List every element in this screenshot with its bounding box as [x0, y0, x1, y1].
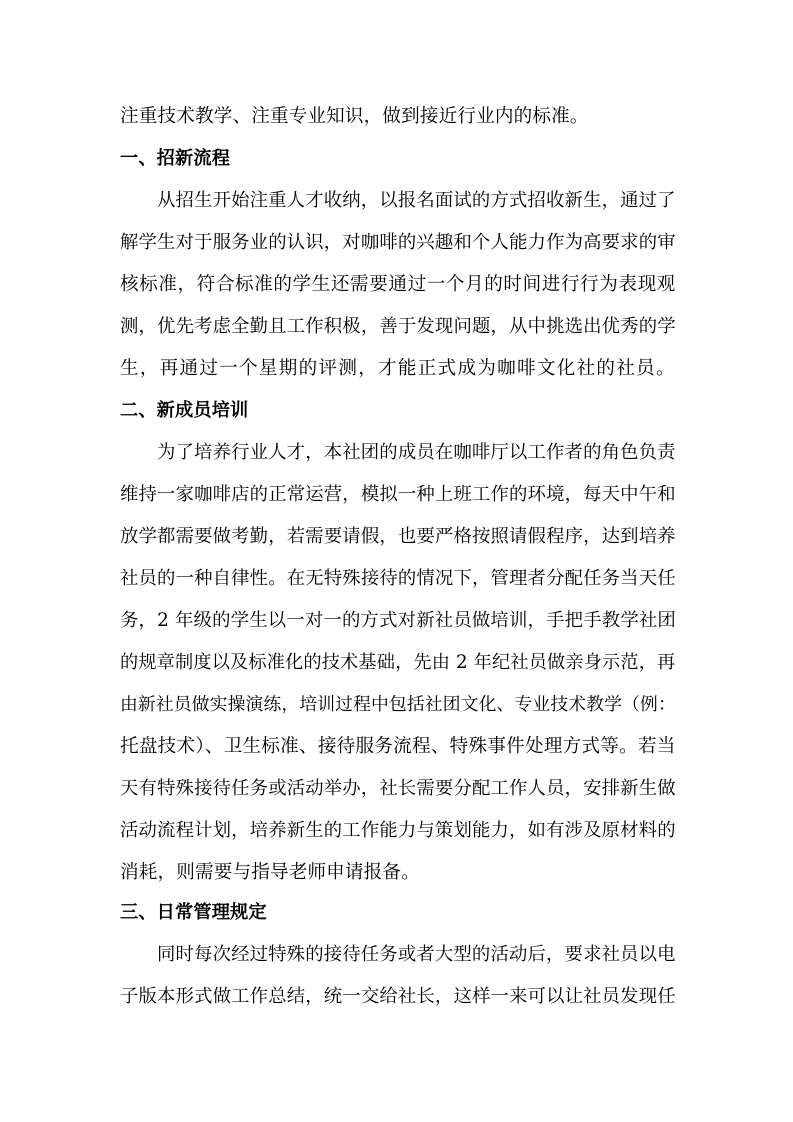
paragraph-line: 测，优先考虑全勤且工作积极，善于发现问题，从中挑选出优秀的学: [120, 316, 676, 337]
paragraph-line: 维持一家咖啡店的正常运营，模拟一种上班工作的环境，每天中午和: [120, 484, 676, 505]
paragraph-line: 务，2 年级的学生以一对一的方式对新社员做培训，手把手教学社团: [120, 610, 676, 631]
paragraph-line: 解学生对于服务业的认识，对咖啡的兴趣和个人能力作为高要求的审: [120, 232, 676, 253]
paragraph-line: 从招生开始注重人才收纳，以报名面试的方式招收新生，通过了: [157, 190, 676, 211]
section-heading-recruitment: 一、招新流程: [120, 148, 231, 169]
section-heading-daily-management: 三、日常管理规定: [120, 902, 267, 923]
paragraph-line: 放学都需要做考勤，若需要请假，也要严格按照请假程序，达到培养: [120, 526, 676, 547]
paragraph-line: 的规章制度以及标准化的技术基础，先由 2 年纪社员做亲身示范，再: [120, 652, 676, 673]
paragraph-line: 消耗，则需要与指导老师申请报备。: [120, 862, 420, 883]
paragraph-line: 天有特殊接待任务或活动举办，社长需要分配工作人员，安排新生做: [120, 778, 676, 799]
paragraph-line: 同时每次经过特殊的接待任务或者大型的活动后，要求社员以电: [157, 944, 676, 965]
section-heading-training: 二、新成员培训: [120, 400, 249, 421]
paragraph-line: 由新社员做实操演练，培训过程中包括社团文化、专业技术教学（例：: [120, 694, 676, 715]
paragraph-line: 生，再通过一个星期的评测，才能正式成为咖啡文化社的社员。: [120, 358, 676, 379]
paragraph-line: 核标准，符合标准的学生还需要通过一个月的时间进行行为表现观: [120, 274, 676, 295]
paragraph-line: 为了培养行业人才，本社团的成员在咖啡厅以工作者的角色负责: [157, 442, 676, 463]
paragraph-line: 子版本形式做工作总结，统一交给社长，这样一来可以让社员发现任: [120, 986, 676, 1007]
paragraph-line: 活动流程计划，培养新生的工作能力与策划能力，如有涉及原材料的: [120, 820, 676, 841]
paragraph-line: 注重技术教学、注重专业知识，做到接近行业内的标准。: [120, 106, 589, 127]
paragraph-line: 社员的一种自律性。在无特殊接待的情况下，管理者分配任务当天任: [120, 568, 676, 589]
paragraph-line: 托盘技术）、卫生标准、接待服务流程、特殊事件处理方式等。若当: [120, 736, 676, 757]
